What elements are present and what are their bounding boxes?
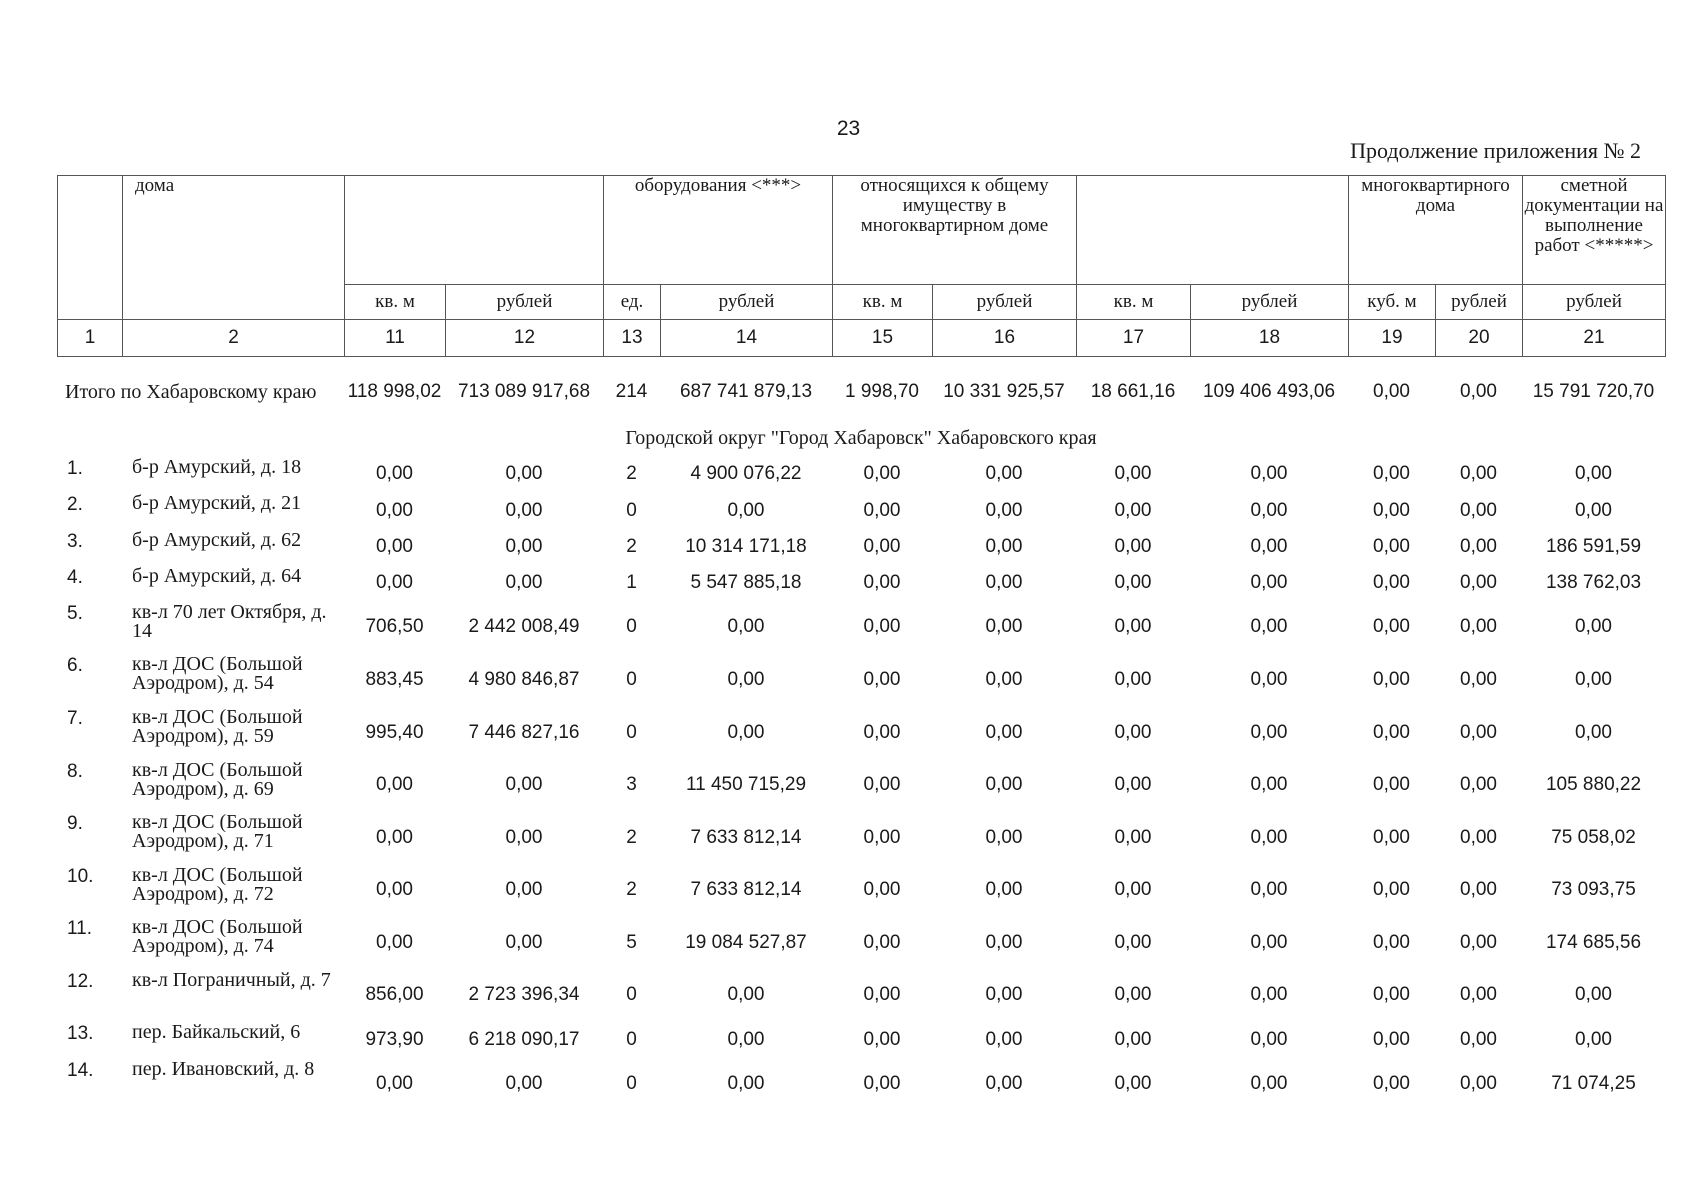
table-row [57,529,1665,565]
row-value: 2 723 396,34 [468,984,580,1005]
column-number: 18 [1191,320,1349,357]
row-value: 0,00 [863,721,901,743]
row-value: 0,00 [1250,1028,1288,1050]
row-value: 0,00 [1373,931,1410,953]
row-value: 0,00 [376,499,413,521]
row-value: 0,00 [1575,616,1612,637]
header-equipment: оборудования <***> [604,176,833,285]
row-value: 0,00 [1250,1073,1288,1094]
row-value: 0,00 [1114,879,1152,900]
table-row [57,1058,1665,1110]
row-number: 10. [67,866,94,887]
row-value: 0 [626,1028,637,1050]
total-label: Итого по Хабаровскому краю [65,380,317,403]
row-value: 706,50 [365,616,424,637]
row-value: 0,00 [1114,536,1152,557]
row-number: 3. [67,531,83,552]
row-value: 0,00 [985,616,1023,637]
row-value: 0,00 [863,774,901,795]
unit-cell: кв. м [345,285,446,320]
row-value: 0,00 [863,536,901,557]
row-value: 0,00 [1460,499,1497,521]
total-value: 118 998,02 [347,381,442,402]
column-number: 14 [661,320,833,357]
row-value: 0,00 [376,879,413,900]
row-value: 0,00 [505,572,543,593]
row-value: 0,00 [1575,984,1612,1005]
table-row [57,601,1665,653]
row-value: 0,00 [1575,463,1612,484]
row-value: 0,00 [985,984,1023,1005]
row-value: 4 980 846,87 [468,668,580,690]
row-value: 0,00 [985,879,1023,900]
row-value: 0,00 [1373,463,1410,484]
row-value: 0,00 [505,499,543,521]
unit-cell: рублей [933,285,1077,320]
row-value: 0,00 [863,826,901,848]
page-number: 23 [836,117,861,140]
section-title: Городской округ "Город Хабаровск" Хабаровского края [625,426,1097,449]
row-value: 0,00 [985,1028,1023,1050]
row-value: 0,00 [985,536,1023,557]
row-value: 0,00 [985,668,1023,690]
row-value: 0,00 [1373,984,1410,1005]
total-value: 15 791 720,70 [1532,381,1655,402]
row-address: кв-л ДОС (Большой Аэродром), д. 54 [132,653,303,694]
row-value: 973,90 [365,1028,424,1050]
row-value: 0,00 [1460,463,1497,484]
row-value: 0,00 [1250,879,1288,900]
row-value: 0,00 [1114,774,1152,795]
row-value: 0,00 [1250,463,1288,484]
row-value: 0,00 [1460,668,1497,690]
row-value: 0,00 [1460,931,1497,953]
row-value: 0,00 [1460,572,1497,593]
row-value: 0 [626,499,637,521]
row-value: 0,00 [505,931,543,953]
row-value: 0,00 [1250,536,1288,557]
row-number: 5. [67,603,83,624]
row-value: 174 685,56 [1545,931,1642,953]
row-value: 0,00 [1460,1073,1497,1094]
table-row [57,653,1665,706]
row-value: 0,00 [727,1028,765,1050]
row-value: 0,00 [1250,984,1288,1005]
row-value: 0,00 [505,1073,543,1094]
row-value: 0,00 [1250,826,1288,848]
column-number: 20 [1436,320,1523,357]
total-value: 713 089 917,68 [457,381,591,402]
row-value: 0,00 [1114,721,1152,743]
row-value: 0,00 [985,774,1023,795]
section-row [57,420,1665,456]
row-value: 0,00 [985,572,1023,593]
row-address: б-р Амурский, д. 62 [132,529,302,551]
total-value: 10 331 925,57 [943,381,1065,402]
row-value: 0,00 [376,463,413,484]
row-address: кв-л ДОС (Большой Аэродром), д. 59 [132,706,303,747]
total-value: 687 741 879,13 [679,381,813,402]
row-value: 856,00 [365,984,424,1005]
row-value: 0,00 [1114,1073,1152,1094]
row-value: 0,00 [1250,572,1288,593]
total-value: 214 [615,381,648,402]
row-value: 0,00 [1114,463,1152,484]
row-value: 0,00 [1460,721,1497,743]
row-value: 3 [626,774,637,795]
table-row [57,492,1665,529]
row-value: 0,00 [727,1073,765,1094]
row-address: кв-л ДОС (Большой Аэродром), д. 69 [132,759,303,800]
row-value: 2 [626,463,637,484]
row-address: кв-л ДОС (Большой Аэродром), д. 71 [132,811,303,852]
row-value: 0,00 [985,463,1023,484]
total-value: 0,00 [1373,381,1410,402]
unit-cell: рублей [446,285,604,320]
row-value: 0,00 [727,668,765,690]
row-number: 8. [67,761,83,782]
row-number: 7. [67,708,83,729]
table-header [57,175,1666,357]
row-value: 0,00 [1460,1028,1497,1050]
row-value: 0,00 [727,721,765,743]
row-value: 0 [626,616,637,637]
row-value: 0,00 [1250,721,1288,743]
row-value: 138 762,03 [1545,572,1642,593]
row-value: 73 093,75 [1551,879,1636,900]
row-value: 0,00 [505,536,543,557]
row-value: 0,00 [1373,1028,1410,1050]
row-value: 0,00 [727,984,765,1005]
row-value: 0,00 [863,984,901,1005]
row-value: 105 880,22 [1545,774,1642,795]
table-row [57,759,1665,811]
table-row [57,916,1665,969]
row-value: 0,00 [1373,616,1410,637]
row-number: 13. [67,1023,94,1044]
row-address: б-р Амурский, д. 64 [132,565,302,587]
column-number: 12 [446,320,604,357]
row-number: 1. [67,458,83,479]
row-value: 11 450 715,29 [685,774,807,795]
row-value: 0 [626,668,637,690]
row-value: 10 314 171,18 [685,536,807,557]
row-value: 5 [626,931,637,953]
row-value: 71 074,25 [1551,1073,1636,1094]
column-number: 21 [1523,320,1666,357]
row-number: 11. [67,918,93,939]
table-row [57,811,1665,864]
total-value: 18 661,16 [1090,381,1176,402]
column-number: 2 [123,320,345,357]
row-value: 186 591,59 [1545,536,1642,557]
table-row [57,864,1665,916]
row-value: 0,00 [1250,931,1288,953]
row-value: 0,00 [863,572,901,593]
row-number: 14. [67,1060,94,1081]
row-value: 0,00 [1575,499,1612,521]
row-value: 7 633 812,14 [690,826,802,848]
row-value: 7 446 827,16 [468,721,580,743]
row-value: 0,00 [863,1028,901,1050]
row-value: 0,00 [1250,774,1288,795]
row-value: 0 [626,1073,637,1094]
row-value: 5 547 885,18 [690,572,802,593]
row-number: 12. [67,971,94,992]
row-value: 0,00 [1460,879,1497,900]
column-number: 11 [345,320,446,357]
row-value: 0,00 [1575,668,1612,690]
row-value: 0,00 [1250,616,1288,637]
row-value: 2 [626,879,637,900]
row-value: 75 058,02 [1551,826,1636,848]
total-value: 1 998,70 [845,381,919,402]
total-value: 0,00 [1460,381,1497,402]
row-value: 0,00 [1575,721,1612,743]
row-value: 0,00 [376,774,413,795]
table-row [57,969,1665,1021]
unit-cell: рублей [1436,285,1523,320]
row-value: 0,00 [376,536,413,557]
row-value: 4 900 076,22 [690,463,802,484]
row-value: 2 [626,536,637,557]
header-common-property: относящихся к общему имуществу в многоквартирном доме [833,176,1077,285]
row-value: 0,00 [1460,774,1497,795]
row-value: 2 [626,826,637,848]
table-row [57,706,1665,759]
header-group-17-18 [1077,176,1349,285]
column-number: 16 [933,320,1077,357]
header-apartment-building: многоквартирного дома [1349,176,1523,285]
unit-cell: куб. м [1349,285,1436,320]
unit-cell: кв. м [1077,285,1191,320]
row-number: 4. [67,567,83,588]
table-row [57,565,1665,601]
column-number: 19 [1349,320,1436,357]
row-value: 0 [626,984,637,1005]
row-value: 0,00 [1460,984,1497,1005]
row-value: 0,00 [863,616,901,637]
unit-cell: рублей [1523,285,1666,320]
row-value: 0,00 [1114,931,1152,953]
row-value: 2 442 008,49 [468,616,580,637]
row-value: 0,00 [1114,984,1152,1005]
row-value: 0,00 [1460,826,1497,848]
row-value: 0,00 [1114,616,1152,637]
row-address: пер. Ивановский, д. 8 [132,1058,315,1080]
unit-cell: рублей [1191,285,1349,320]
row-value: 0 [626,721,637,743]
row-value: 0,00 [1460,616,1497,637]
column-number: 13 [604,320,661,357]
row-value: 0,00 [376,931,413,953]
column-number: 15 [833,320,933,357]
row-value: 0,00 [1460,536,1497,557]
row-value: 0,00 [1373,668,1410,690]
row-value: 0,00 [1114,499,1152,521]
row-value: 883,45 [365,668,424,690]
row-value: 0,00 [863,499,901,521]
row-value: 1 [626,572,637,593]
row-value: 0,00 [1373,774,1410,795]
row-value: 0,00 [863,879,901,900]
header-group-11-12 [345,176,604,285]
row-value: 0,00 [376,826,413,848]
row-value: 0,00 [1575,1028,1612,1050]
row-value: 0,00 [985,1073,1023,1094]
row-value: 0,00 [1250,499,1288,521]
row-value: 0,00 [985,826,1023,848]
row-value: 0,00 [863,1073,901,1094]
data-table [57,364,1665,1110]
row-number: 2. [67,494,83,515]
row-value: 19 084 527,87 [685,931,807,953]
unit-cell: кв. м [833,285,933,320]
row-value: 0,00 [505,774,543,795]
row-value: 0,00 [505,879,543,900]
row-address: кв-л ДОС (Большой Аэродром), д. 72 [132,864,303,905]
row-value: 0,00 [1373,1073,1410,1094]
row-address: б-р Амурский, д. 18 [132,456,302,478]
unit-cell: рублей [661,285,833,320]
unit-cell: ед. [604,285,661,320]
row-value: 0,00 [1114,1028,1152,1050]
header-cell-1 [58,176,123,320]
row-address: б-р Амурский, д. 21 [132,492,302,514]
row-value: 0,00 [1114,826,1152,848]
appendix-title: Продолжение приложения № 2 [1350,138,1641,163]
row-value: 0,00 [1373,499,1410,521]
column-number: 1 [58,320,123,357]
row-value: 0,00 [1114,572,1152,593]
row-value: 0,00 [1373,572,1410,593]
row-value: 0,00 [505,826,543,848]
row-value: 0,00 [1373,536,1410,557]
row-address: кв-л ДОС (Большой Аэродром), д. 74 [132,916,303,957]
row-value: 7 633 812,14 [690,879,802,900]
table-row [57,1021,1665,1058]
header-estimate-docs: сметной документации на выполнение работ <*****> [1523,176,1666,285]
row-address: кв-л Пограничный, д. 7 [132,969,331,991]
row-value: 0,00 [1250,668,1288,690]
row-value: 0,00 [505,463,543,484]
row-value: 0,00 [376,1073,413,1094]
row-value: 0,00 [1373,721,1410,743]
row-number: 9. [67,813,83,834]
total-row [57,364,1665,420]
row-number: 6. [67,655,83,676]
row-value: 0,00 [985,499,1023,521]
row-value: 0,00 [376,572,413,593]
row-value: 0,00 [727,616,765,637]
row-value: 0,00 [727,499,765,521]
row-value: 0,00 [863,931,901,953]
row-value: 0,00 [985,721,1023,743]
header-column-numbers [58,320,1666,357]
table-row [57,456,1665,492]
row-address: кв-л 70 лет Октября, д. 14 [132,601,327,642]
row-value: 0,00 [863,463,901,484]
row-value: 0,00 [1373,879,1410,900]
row-value: 6 218 090,17 [468,1028,580,1050]
row-value: 0,00 [1373,826,1410,848]
header-house: дома [123,176,345,320]
row-address: пер. Байкальский, 6 [132,1021,301,1043]
row-value: 995,40 [365,721,424,743]
total-value: 109 406 493,06 [1202,381,1336,402]
row-value: 0,00 [863,668,901,690]
column-number: 17 [1077,320,1191,357]
row-value: 0,00 [985,931,1023,953]
row-value: 0,00 [1114,668,1152,690]
